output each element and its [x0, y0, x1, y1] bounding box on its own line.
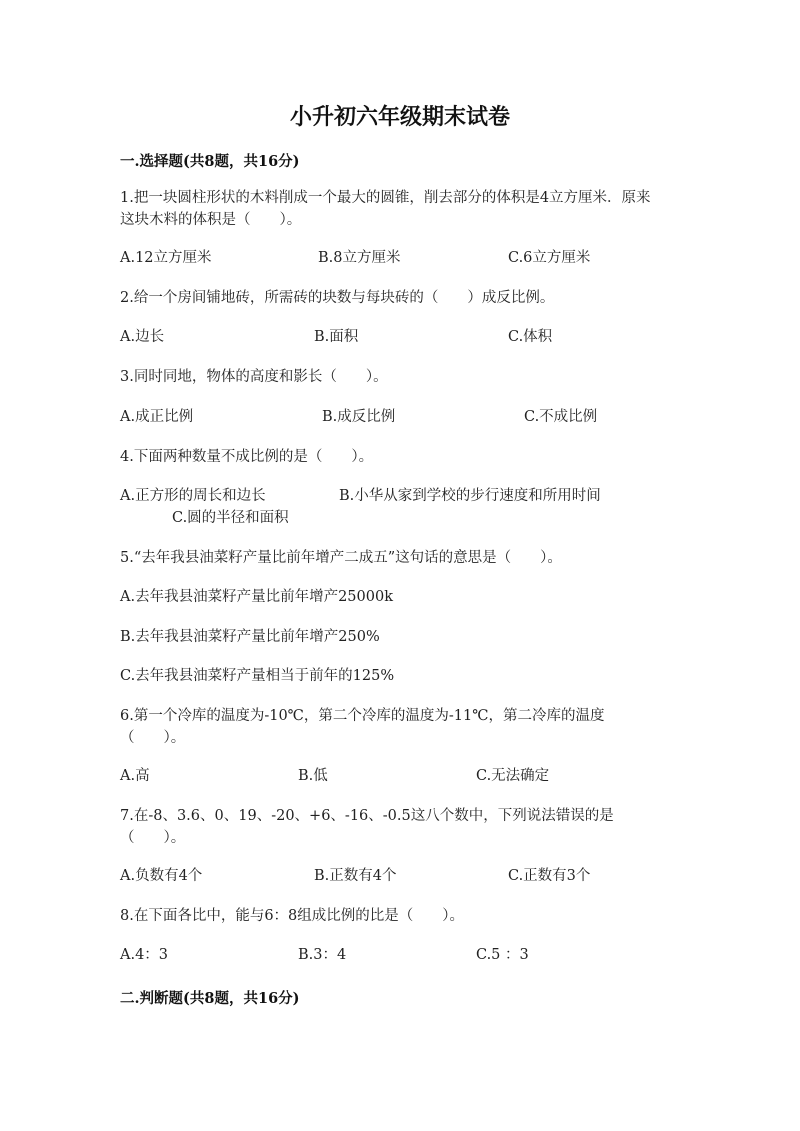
exam-title: 小升初六年级期末试卷 [289, 104, 510, 130]
section-heading-judgement: 二.判断题(共8题，共16分) [120, 990, 300, 1007]
question-7-option-b: B.正数有4个 [314, 868, 397, 884]
question-8-option-a: A.4：3 [120, 947, 169, 963]
question-3-option-a: A.成正比例 [120, 409, 194, 425]
question-4: 4.下面两种数量不成比例的是（ ）。 [120, 449, 374, 465]
question-1-option-a: A.12立方厘米 [120, 250, 212, 266]
question-6: 6.第一个冷库的温度为-10℃，第二个冷库的温度为-11℃，第二冷库的温度（ ）。 [120, 708, 605, 746]
question-6-option-a: A.高 [120, 768, 150, 784]
question-6-option-c: C.无法确定 [476, 768, 550, 784]
question-8: 8.在下面各比中，能与6：8组成比例的比是（ ）。 [120, 908, 465, 924]
question-3: 3.同时同地，物体的高度和影长（ ）。 [120, 369, 388, 385]
question-4-option-a: A.正方形的周长和边长 [120, 488, 266, 504]
question-1: 1.把一块圆柱形状的木料削成一个最大的圆锥，削去部分的体积是4立方厘米．原来这块木料的体积是（ ）。 [120, 190, 651, 228]
question-1-option-b: B.8立方厘米 [318, 250, 401, 266]
question-5: 5.“去年我县油菜籽产量比前年增产二成五”这句话的意思是（ ）。 [120, 550, 562, 566]
question-5-option-b: B.去年我县油菜籽产量比前年增产250% [120, 629, 380, 645]
question-2-option-c: C.体积 [508, 329, 553, 345]
question-8-option-b: B.3：4 [298, 947, 347, 963]
question-4-option-b: B.小华从家到学校的步行速度和所用时间 [339, 488, 601, 504]
question-7-option-a: A.负数有4个 [120, 868, 203, 884]
question-2-option-b: B.面积 [314, 329, 359, 345]
question-2: 2.给一个房间铺地砖，所需砖的块数与每块砖的（ ）成反比例。 [120, 290, 555, 306]
question-4-option-c: C.圆的半径和面积 [172, 510, 289, 526]
question-3-option-c: C.不成比例 [524, 409, 598, 425]
question-7-option-c: C.正数有3个 [508, 868, 591, 884]
question-7: 7.在-8、3.6、0、19、-20、+6、-16、-0.5这八个数中，下列说法错误的是（ ）。 [120, 808, 614, 846]
question-6-option-b: B.低 [298, 768, 328, 784]
question-5-option-a: A.去年我县油菜籽产量比前年增产25000k [120, 589, 393, 605]
question-3-option-b: B.成反比例 [322, 409, 396, 425]
section-heading-choice: 一.选择题(共8题，共16分) [120, 153, 300, 170]
question-1-option-c: C.6立方厘米 [508, 250, 591, 266]
question-5-option-c: C.去年我县油菜籽产量相当于前年的125% [120, 668, 395, 684]
question-2-option-a: A.边长 [120, 329, 165, 345]
question-8-option-c: C.5 ：3 [476, 947, 529, 963]
